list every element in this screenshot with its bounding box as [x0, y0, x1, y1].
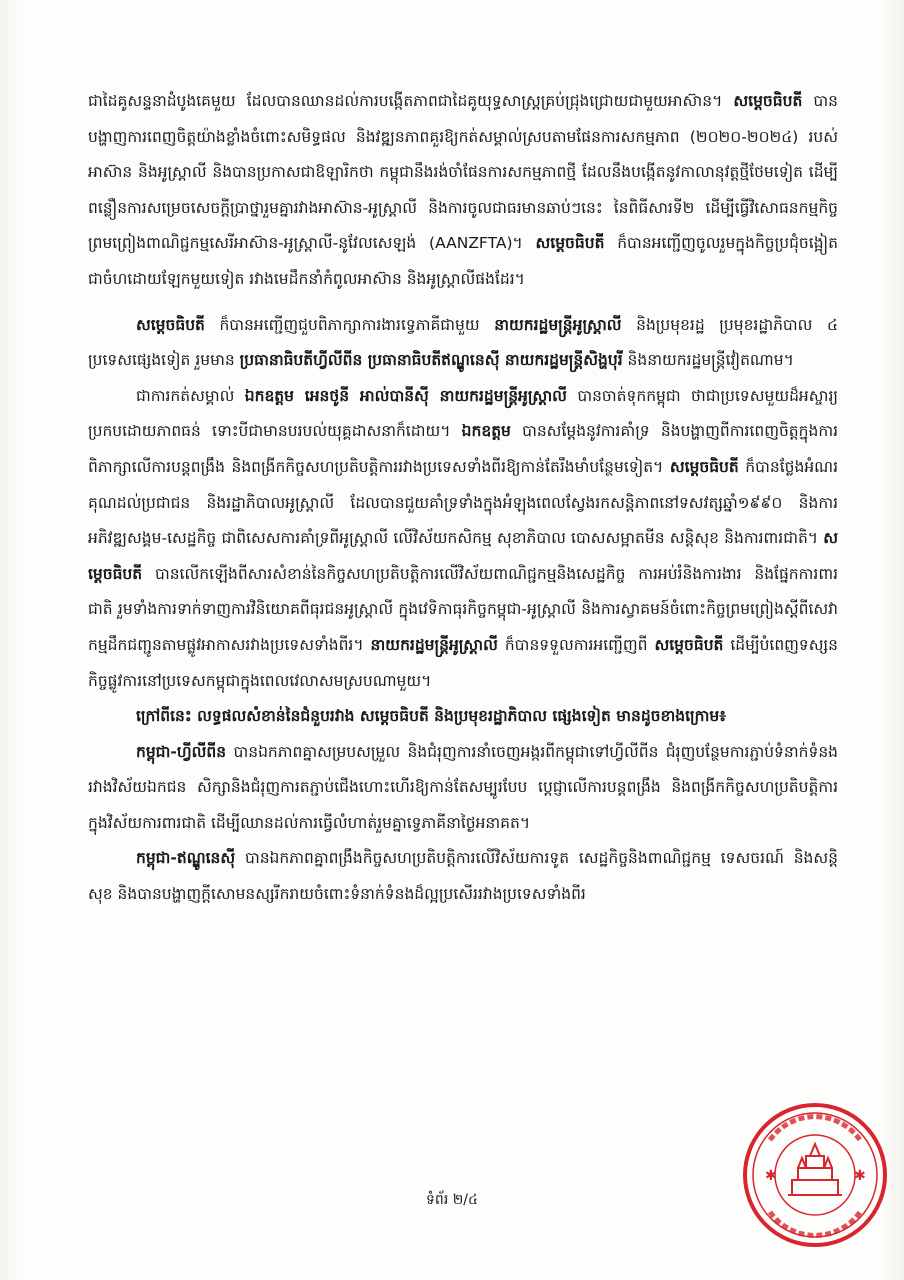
text: ក៏បានអញ្ជើញចូលរួមក្នុងកិច្ចប្រជុំចង្អៀតជាចំហដោយឡែកមួយទៀត រវាងមេដឹកនាំកំពូលអាស៊ាន និងអូស្ត្រាលីផងដែរ។: [88, 234, 838, 288]
document-body: [88, 84, 838, 913]
text: ជាដៃគូសន្ទនាដំបូងគេមួយ ដែលបានឈានដល់ការបង្កើតភាពជាដៃគូយុទ្ធសាស្ត្រគ្រប់ជ្រុងជ្រោយជាមួយអាស៊ាន។: [88, 92, 734, 110]
text: និងនាយករដ្ឋមន្ត្រីវៀតណាម។: [622, 351, 794, 370]
bold-name: នាយករដ្ឋមន្ត្រីអូស្ត្រាលី: [494, 315, 622, 334]
text: បានសម្តែងនូវការគាំទ្រ និងបង្ហាញពីការពេញចិត្តក្នុងការពិភាក្សាលើការបន្តពង្រឹង និងពង្រីកកិច្ចសហប្រតិបត្តិការរវាងប្រទេសទាំងពីរឱ្យកាន់តែរឹងមាំបន្ថែមទៀត។: [88, 422, 838, 476]
text: បានឯកភាពគ្នាពង្រឹងកិច្ចសហប្រតិបត្តិការលើវិស័យការទូត សេដ្ឋកិច្ចនិងពាណិជ្ជកម្ម ទេសចរណ៍ និងសន្តិសុខ និងបានបង្ហាញក្តីសោមនស្សរីករាយចំពោះទំនាក់ទំនងដ៏ល្អប្រសើររវាងប្រទេសទាំងពីរ: [88, 849, 838, 904]
text: ក៏បានអញ្ជើញជួបពិភាក្សាការងារទ្វេភាគីជាមួយ: [204, 315, 495, 334]
bold-name: នាយករដ្ឋមន្ត្រីអូស្ត្រាលី: [370, 635, 498, 654]
text: បានលើកឡើងពីសារសំខាន់នៃកិច្ចសហប្រតិបត្តិការលើវិស័យពាណិជ្ជកម្មនិងសេដ្ឋកិច្ច ការអប់រំនិងការងារ និងផ្នែកការពារជាតិ រួមទាំងការទាក់ទាញការវិនិយោគពីធុរជនអូស្ត្រាលី ក្នុងវេទិកាធុរកិច្ចកម្ពុជា-អូស្ត្រាលី និងការស្វាគមន៍ចំពោះកិច្ចព្រមព្រៀងស្តីពីសេវាកម្មដឹកជញ្ជូនតាមផ្លូវអាកាសរវាងប្រទេសទាំងពីរ។: [88, 564, 838, 654]
bold-name: ឯកឧត្តម អេនថូនី អាល់បានីស៊ី នាយករដ្ឋមន្ត្រីអូស្ត្រាលី: [244, 386, 567, 405]
text: ជាការកត់សម្គាល់: [136, 386, 245, 405]
text: និងប្រមុខរដ្ឋ ប្រមុខរដ្ឋាភិបាល ៤ ប្រទេសផ្សេងទៀត រួមមាន: [88, 315, 838, 370]
text: បានចាត់ទុកកម្ពុជា ថាជាប្រទេសមួយដ៏អស្ចារ្យ ប្រកបដោយភាពធន់ ទោះបីជាមានបរបល់យុគ្គដាសនាក៏ដោយ។: [88, 386, 838, 441]
text: បានឯកភាពគ្នាសម្របសម្រួល និងជំរុញការនាំចេញអង្ករពីកម្ពុជាទៅហ្វីលីពីន ជំរុញបន្ថែមការភ្ជាប់ទំនាក់ទំនងរវាងវិស័យឯកជន សិក្សានិងជំរុញការតភ្ជាប់ជើងហោះហើរឱ្យកាន់តែសម្បូរបែប ប្តេជ្ញាលើការបន្តពង្រឹង និងពង្រីកកិច្ចសហប្រតិបត្តិការក្នុងវិស័យការពារជាតិ ដើម្បីឈានដល់ការធ្វើលំហាត់រួមគ្នាទ្វេភាគីនាថ្ងៃអនាគត។: [88, 742, 838, 832]
text: ក៏បានថ្លែងអំណរគុណដល់ប្រជាជន និងរដ្ឋាភិបាលអូស្ត្រាលី ដែលបានជួយគាំទ្រទាំងក្នុងអំឡុងពេលស្វែងរកសន្តិភាពនៅទសវត្សឆ្នាំ១៩៩០ និងការអភិវឌ្ឍសង្គម-សេដ្ឋកិច្ច ជាពិសេសការគាំទ្រពីអូស្ត្រាលី លើវិស័យកសិកម្ម សុខាភិបាល បោសសម្អាតមីន សន្តិសុខ និងការពារជាតិ។: [88, 457, 839, 548]
paragraph-1: [88, 84, 838, 298]
bold-name: កម្ពុជា-ហ្វីលីពីន: [136, 742, 227, 761]
paragraph-4: [88, 699, 838, 735]
bold-name: សម្តេចធិបតី: [733, 92, 803, 110]
section-heading: ក្រៅពីនេះ លទ្ធផលសំខាន់នៃជំនួបរវាង សម្តេចធិបតី និងប្រមុខរដ្ឋាភិបាល ផ្សេងទៀត មានដូចខាងក្រោម៖: [136, 707, 727, 726]
bold-name: ឯកឧត្តម: [461, 422, 511, 441]
bold-name: សម្តេចធិបតី: [136, 315, 205, 334]
paragraph-5: [88, 735, 838, 842]
svg-text:✱: ✱: [765, 1168, 777, 1184]
page-number: ទំព័រ ២/៤: [426, 1192, 478, 1208]
text: ក៏បានទទួលការអញ្ជើញពី: [497, 635, 655, 654]
text: ដើម្បីបំពេញទស្សនកិច្ចផ្លូវការនៅប្រទេសកម្ពុជាក្នុងពេលវេលាសមស្របណាមួយ។: [88, 635, 838, 690]
paragraph-2: [88, 308, 838, 379]
bold-name: សម្តេចធិបតី: [669, 457, 739, 476]
svg-text:✱: ✱: [854, 1168, 866, 1184]
bold-name: កម្ពុជា-ឥណ្ឌូនេស៊ី: [136, 849, 236, 868]
text: បានបង្ហាញការពេញចិត្តយ៉ាងខ្លាំងចំពោះសមិទ្ធផល និងវឌ្ឍនភាពគួរឱ្យកត់សម្គាល់ស្របតាមផែនការសកម្មភាព (២០២០-២០២៤) របស់អាស៊ាន និងអូស្ត្រាលី និងបានប្រកាសជាឱឡារិកថា កម្ពុជានឹងរង់ចាំផែនការសកម្មភាពថ្មី ដែលនឹងបង្កើតនូវកាលានុវត្តថ្មីថែមទៀត ដើម្បីពន្លឿនការសម្រេចសេចក្តីប្រាថ្នារួមគ្នារវាងអាស៊ាន-អូស្ត្រាលី និងការចូលជាធរមានឆាប់ៗនេះ នៃពិធីសារទី២ ដើម្បីធ្វើវិសោធនកម្មកិច្ចព្រមព្រៀងពាណិជ្ជកម្មសេរីអាស៊ាន-អូស្ត្រាលី-នូវែលសេឡង់ (AANZFTA)។: [88, 92, 838, 253]
bold-name: សម្តេចធិបតី: [654, 635, 724, 654]
bold-name: សម្តេចធិបតី: [535, 234, 605, 253]
official-seal-icon: [740, 1100, 890, 1250]
bold-name: សម្តេចធិបតី: [88, 529, 838, 583]
paragraph-6: [88, 841, 838, 912]
paragraph-3: [88, 379, 838, 699]
bold-name: ប្រធានាធិបតីហ្វីលីពីន ប្រធានាធិបតីឥណ្ឌូនេស៊ី នាយករដ្ឋមន្ត្រីសិង្ហបុរី: [239, 351, 623, 370]
